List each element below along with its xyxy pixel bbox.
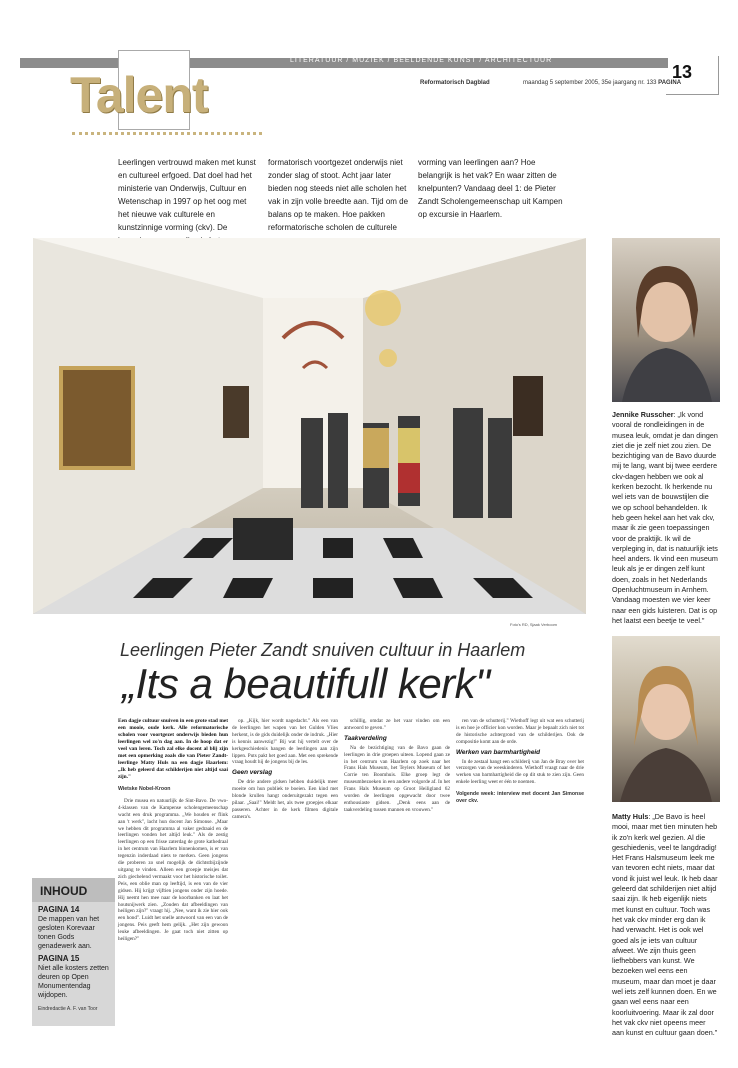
date-line: maandag 5 september 2005, 35e jaargang nr. 133 [523,80,657,86]
contents-entry-15 [32,951,115,1000]
article-col3-text: schillig, omdat ze het vaar vinden om een antwoord te geven." [344,718,450,731]
contents-entry-15-label: PAGINA 15 [38,954,80,963]
subhead-werken-barmhartigheid: Werken van barmhartigheid [456,748,541,756]
quote-1-text: : „Ik vond vooral de rondleidingen in de musea leuk, omdat je dan dingen ziet die je zelf niet zou zien. De bezichtiging van de Bavo duurde mij te lang, want bij twee eerdere ckv-dagen hebben we ook al kerken bezocht. Ik herkende nu wel iets van de bouwstijlen die we op school behandelden. Ik heb geen hekel aan het vak ckv, maar ik zie geen toepassingen voor de praktijk. Ik wil de verpleging in, dat is natuurlijk iets heel anders. Ik vind een museum leuk als je er dingen zelf kunt doen, zoals in het Nederlands Openluchtmuseum in Arnhem. Vandaag moesten we vier keer naar een gids luisteren. Dat is op het laatst een beetje te veel." [612,410,718,625]
article-lead: Een dagje cultuur snuiven in een grote stad met een mooie, oude kerk. Alle reformatorische scholen voor voortgezet onderwijs bieden hun leerlingen wel zo'n dag aan. In de hoop dat er veel van leren. Toch zal elke docent al blij zijn met een opmerking zoals die van Pieter Zandt-leerlinge Matty Huls na een dagje Haarlem: „Ik heb geleerd dat schilderijen niet altijd saai zijn." [118,718,228,780]
article-byline: Wietske Nobel-Kroon [118,786,171,792]
article-col1-text: Drie musea en natuurlijk de Sint-Bavo. De vwo-4-klassen van de Kampense scholengemeenschap wacht een druk programma. „We houden er flink aan 't werk", lacht hun docent Jan Simonse. „Maar we hebben dit programma al vaker gedraaid en de leerlingen vonden het altijd leuk." Als de zestig leerlingen op een frisse zaterdag de grote kathedraal in het centrum van Haarlem binnenkomen, is er van tegenzin inderdaad niets te merken. Geen jongens die proberen zo snel mogelijk de dichtstbijzijnde uitgang te vinden. Alleen een groepje meisjes dat zich giechelend vermaakt voor het historische toilet. Peis, een oblie man op leeftijd, is een van de vier gidsen. Hij krijgt vijftien jongens onder zijn hoede. Hij neemt hen mee naar de koorbanken en laat het houtsnijwerk zien. „Zouden dat afbeeldingen van heiligen zijn?" vraagt hij. „Nee, want ik zie hier ook een hond". Luidt het snelle antwoord van een van de jongens. Peis geeft hem gelijk. „Het zijn gewoon leuke afbeeldingen. Je gaat toch niet zitten op heiligen?" [118,797,228,943]
intro-col-3: vorming van leerlingen aan? Hoe belangrijk is het vak? En waar zitten de knelpunten? Vandaag deel 1: de Pieter Zandt Scholengemeenschap uit Kampen op excursie in Haarlem. [418,158,563,219]
photo-credit: Foto's RD, Sjaak Verboom [510,622,558,627]
article-column-3 [344,718,450,814]
portrait-illustration [612,636,720,802]
article-col4b-text: In de zestaal hangt een schilderij van Jan de Bray over het verzorgen van de weeskinderen. Wiethoff vraagt naar de drie werken van barmhartigheid die op dit stuk te zien zijn. Geen enkele leerling weet er één te noemen. [456,758,584,786]
article-column-1 [118,718,228,943]
contents-entry-14-text: De mappen van het gesloten Korevaar tonen Gods genadewerk aan. [38,916,100,950]
article-column-2 [232,718,338,821]
contents-title: INHOUD [32,878,115,902]
quote-jennike [612,410,718,626]
contents-entry-14-label: PAGINA 14 [38,905,80,914]
page-number: 13 [672,62,693,82]
portrait-jennike-russcher [612,238,720,402]
newspaper-name: Reformatorisch Dagblad [420,80,490,86]
intro-col-1: Leerlingen vertrouwd maken met kunst en cultureel erfgoed. Dat doel had het ministerie van Onderwijs, Cultuur en Wetenschap in 1997 op het oog met het nieuwe vak culturele en kunstzinnige vorming (ckv). De [118,158,256,232]
contents-entry-15-text: Niet alle kosters zetten deuren op Open Monumentendag wijdopen. [38,965,109,999]
page-label: PAGINA [658,80,682,86]
portrait-illustration [612,238,720,402]
editor-credit: Eindredactie A. F. van Toor [38,1006,98,1012]
main-photo-museum-corridor [33,238,586,614]
article-signoff: Volgende week: interview met docent Jan Simonse over ckv. [456,791,584,805]
quote-matty [612,812,718,1039]
article-col3b-text: Na de bezichtiging van de Bavo gaan de leerlingen in drie groepen uiteen. Lopend gaan ze in het centrum van Haarlem op zoek naar het Frans Hals Museum, het Teylers Museum of het Corrie ten Boomhuis. Elke groep legt de museumbezoeken in een andere volgorde af. In het Frans Hals Museum op Groot Heiligland 62 worden de leerlingen opgewacht door twee enthousiaste gidsen. „Denk eens aan de taakverdeling tussen mannen en vrouwen." [344,744,450,813]
subhead-geen-verslag: Geen verslag [232,769,273,777]
article-headline: „Its a beautifull kerk" [122,660,490,707]
contents-box [32,878,115,1026]
quote-2-text: : „De Bavo is heel mooi, maar met tien minuten heb ik zo'n kerk wel gezien. Al die geschiedenis, veel te langdradig! Het Frans Halsmuseum leek me van tevoren echt niets, maar dat vond ik juist wel leuk. Ik heb daar geleerd dat schilderijen niet altijd saai zijn. Ik heb eigenlijk niets met kunst en cultuur. Toch was het vak ckv minder erg dan ik had verwacht. Het is ook wel goed als je iets van cultuur afweet. We zijn thuis geen liefhebbers van kunst. We bezoeken wel eens een museum, maar dan moet je daar wel iets zelf kunnen doen. En we gaan wel eens naar een koorluitvoering. Maar ik zal door het vak ckv niet opeens meer aan kunst en cultuur gaan doen." [612,812,718,1038]
section-bar-text: LITERATUUR / MUZIEK / BEELDENDE KUNST / ARCHITECTUUR [290,57,553,64]
quote-1-name: Jennike Russcher [612,410,674,419]
article-column-4 [456,718,584,810]
section-logo: Talent [70,67,208,123]
portrait-matty-huls [612,636,720,802]
corridor-illustration [33,238,586,614]
publication-info [420,80,681,86]
article-col2-text: op. „Kijk, hier wordt nagedacht." Als een van de leerlingen het wapen van het Gulden Vlies herkent, is de gids duidelijk onder de indruk. „Hier is kennis aanwezig!" Bij wat hij vertelt over de kerkgeschiedenis hangen de leerlingen aan zijn lippen. Puts pakt het goed aan. Met een sprekende vraag houdt hij de jongens bij de les. [232,718,338,766]
quote-2-name: Matty Huls [612,812,649,821]
logo-dotted-rule [72,132,262,135]
intro-col-2: formatorisch voortgezet onderwijs niet zonder slag of stoot. Acht jaar later bieden nog steeds niet alle scholen het vak in zijn volle breedte aan. Tijd om de balans op te maken. Hoe pakken reformatorische scholen de culturele [268,158,409,232]
article-col2b-text: De drie andere gidsen hebben duidelijk meer moeite om hun publiek te boeien. Een kind met blonde krullen hangt onderuitgezakt tegen een pilaar. „Saai!" Meldt het, als twee groepjes elkaar passeren. Achter in de kerk filmen digitale camera's. [232,779,338,820]
subhead-taakverdeling: Taakverdeling [344,734,387,742]
article-subtitle: Leerlingen Pieter Zandt snuiven cultuur in Haarlem [120,640,526,660]
contents-entry-14 [32,902,115,951]
article-col4-text: ren van de schutterij." Wiethoff legt uit wat een schutterij is en hoe je officier kon worden. Maar je bepaalt zich niet tot de historische achtergrond van de schilderijen. Ook de compositie komt aan de orde. [456,718,584,745]
